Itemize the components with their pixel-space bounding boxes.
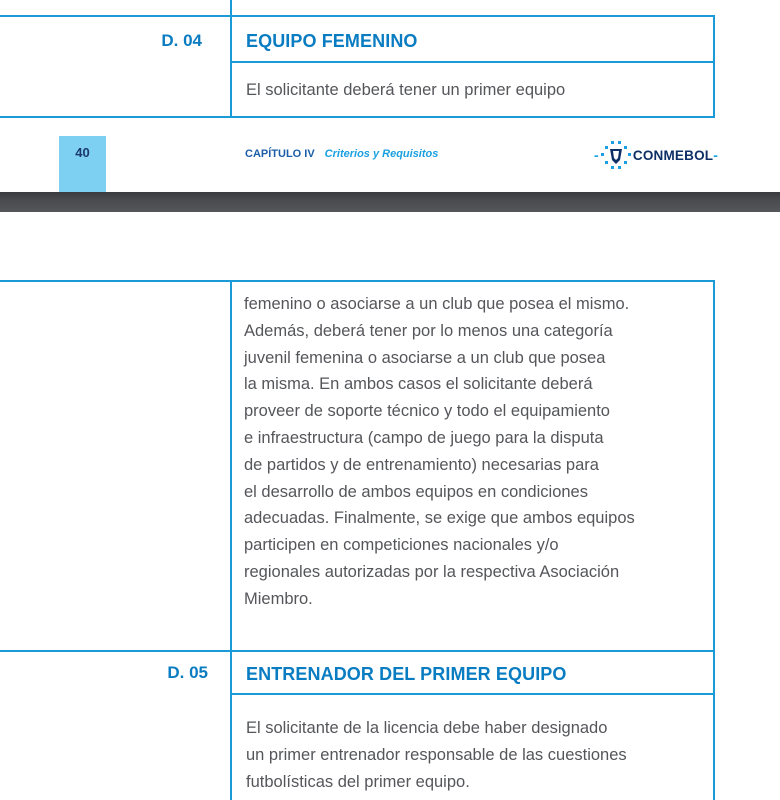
conmebol-ball-icon	[599, 140, 633, 170]
continued-text: femenino o asociarse a un club que posea el mismo. Además, deberá tener por lo menos una categoría juvenil femenina o asociarse a un club que posea la misma. En ambos casos el solicitante deberá proveer de soporte técnico y todo el equipamiento e infraestructura (campo de juego para la disputa de partidos y de entrenamiento) necesarias para el desarrollo de ambos equipos en condiciones adecuadas. Finalmente, se exige que ambos equipos participen en competiciones nacionales y/o regionales autorizadas por la respectiva Asociación Miembro.	[244, 295, 635, 608]
section-code: D. 05	[167, 663, 208, 682]
table-border	[0, 15, 713, 17]
chapter-subtitle: Criterios y Requisitos	[324, 148, 439, 160]
table-border	[0, 650, 715, 652]
table-right-border	[713, 280, 715, 800]
conmebol-logo	[594, 140, 718, 170]
page-divider	[0, 192, 780, 212]
section-title: ENTRENADOR DEL PRIMER EQUIPO	[246, 664, 567, 684]
table-vertical-line	[230, 15, 232, 118]
logo-text: CONMEBOL	[632, 147, 714, 163]
section-code: D. 04	[161, 31, 202, 50]
logo-dash-icon: -	[713, 147, 719, 163]
table-border	[0, 280, 715, 282]
table-border	[232, 61, 713, 63]
chapter-heading	[245, 148, 438, 160]
table-right-border	[713, 15, 715, 118]
section-text: El solicitante deberá tener un primer equipo	[246, 81, 566, 99]
table-vertical-line	[230, 0, 232, 16]
table-border	[0, 116, 715, 118]
table-border	[232, 693, 713, 695]
page-number: 40	[59, 136, 106, 192]
section-text: El solicitante de la licencia debe haber designado un primer entrenador responsable de las cuestiones futbolísticas del primer equipo.	[246, 719, 627, 791]
section-title: EQUIPO FEMENINO	[246, 31, 418, 51]
logo-dash-icon: -	[594, 147, 599, 163]
chapter-label: CAPÍTULO IV	[245, 148, 315, 160]
table-vertical-line	[230, 280, 232, 800]
